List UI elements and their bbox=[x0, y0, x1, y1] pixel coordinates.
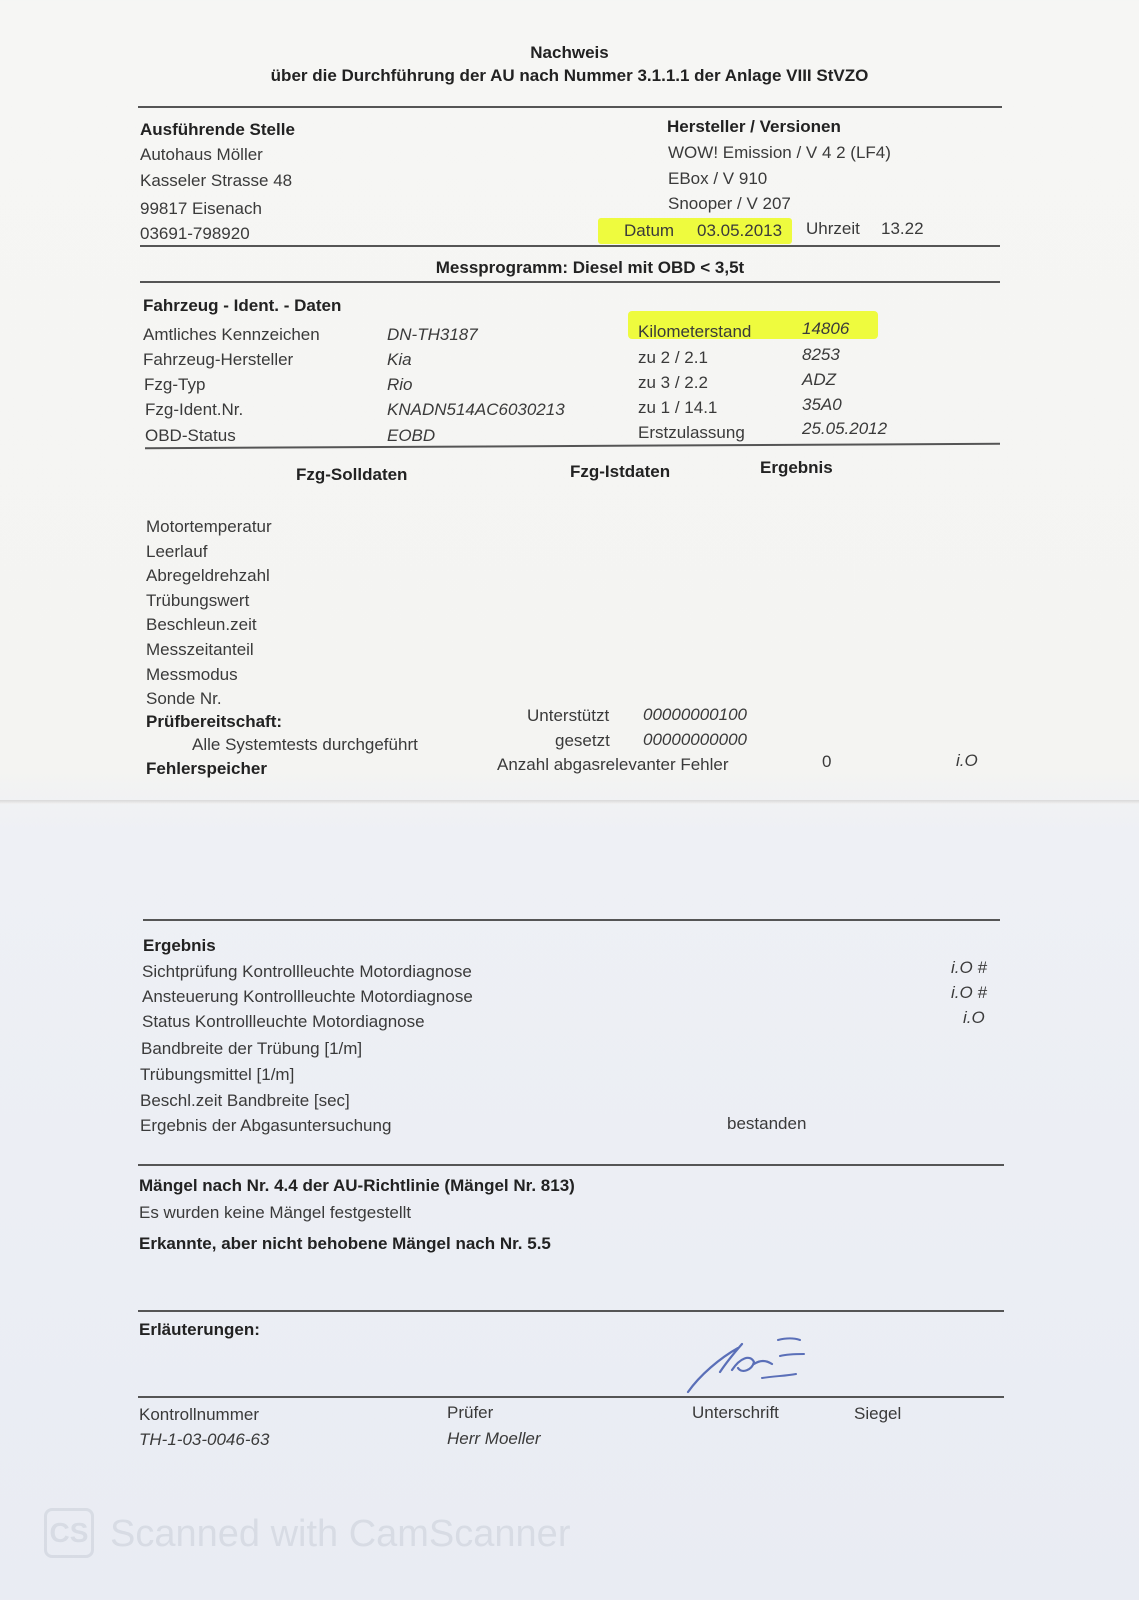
ergebnis-row-label: Trübungsmittel [1/m] bbox=[140, 1065, 295, 1084]
ergebnis-row-label: Beschl.zeit Bandbreite [sec] bbox=[140, 1091, 350, 1110]
col-solldaten: Fzg-Solldaten bbox=[296, 465, 408, 484]
maengel-heading: Mängel nach Nr. 4.4 der AU-Richtlinie (Mängel Nr. 813) bbox=[139, 1176, 575, 1195]
field-label: Kilometerstand bbox=[638, 322, 752, 341]
messwert-label: Motortemperatur bbox=[146, 517, 272, 536]
datum-value: 03.05.2013 bbox=[697, 221, 783, 240]
divider bbox=[138, 1310, 1004, 1312]
col-ergebnis: Ergebnis bbox=[760, 458, 833, 477]
ident-nr-value: KNADN514AC6030213 bbox=[387, 400, 565, 419]
field-value: 8253 bbox=[802, 345, 840, 364]
fehlerspeicher-heading: Fehlerspeicher bbox=[146, 759, 267, 778]
divider bbox=[140, 245, 1000, 247]
field-label: zu 2 / 2.1 bbox=[638, 348, 708, 367]
phone-number: 03691-798920 bbox=[140, 224, 250, 243]
divider bbox=[140, 281, 1000, 283]
pruefer-value: Herr Moeller bbox=[447, 1429, 541, 1448]
anzahl-fehler-value: 0 bbox=[822, 752, 832, 771]
ergebnis-row-result: i.O bbox=[963, 1008, 985, 1027]
anzahl-fehler-label: Anzahl abgasrelevanter Fehler bbox=[497, 755, 729, 774]
unterstuetzt-value: 00000000100 bbox=[643, 705, 748, 724]
doc-subtitle: über die Durchführung der AU nach Nummer 3.1.1.1 der Anlage VIII StVZO bbox=[270, 66, 869, 85]
kennzeichen-value: DN-TH3187 bbox=[387, 325, 478, 344]
ergebnis-heading: Ergebnis bbox=[143, 936, 216, 955]
version-line: EBox / V 910 bbox=[668, 169, 768, 188]
divider bbox=[138, 1164, 1004, 1166]
field-label: OBD-Status bbox=[145, 426, 236, 445]
signature bbox=[680, 1330, 820, 1400]
uhrzeit-label: Uhrzeit bbox=[806, 219, 860, 238]
ergebnis-row-label: Status Kontrollleuchte Motordiagnose bbox=[142, 1012, 425, 1031]
field-label: zu 1 / 14.1 bbox=[638, 398, 718, 417]
address-line: Autohaus Möller bbox=[140, 145, 263, 164]
watermark-text: Scanned with CamScanner bbox=[110, 1513, 571, 1555]
field-label: zu 3 / 2.2 bbox=[638, 373, 708, 392]
version-line: Snooper / V 207 bbox=[668, 194, 791, 213]
messwert-label: Messzeitanteil bbox=[146, 640, 254, 659]
divider bbox=[145, 443, 1000, 449]
unterschrift-label: Unterschrift bbox=[692, 1403, 779, 1422]
hersteller-value: Kia bbox=[387, 350, 412, 369]
fehlerspeicher-result: i.O bbox=[956, 751, 978, 770]
divider bbox=[143, 919, 1000, 921]
kontrollnummer-value: TH-1-03-0046-63 bbox=[139, 1430, 270, 1449]
ergebnis-row-label: Sichtprüfung Kontrollleuchte Motordiagnose bbox=[142, 962, 472, 981]
field-label: Fahrzeug-Hersteller bbox=[143, 350, 294, 369]
typ-value: Rio bbox=[387, 375, 413, 394]
messwert-label: Messmodus bbox=[146, 665, 238, 684]
field-value: ADZ bbox=[802, 370, 836, 389]
unterstuetzt-label: Unterstützt bbox=[527, 706, 610, 725]
maengel-text: Es wurden keine Mängel festgestellt bbox=[139, 1203, 412, 1222]
datum-label: Datum bbox=[624, 221, 675, 240]
uhrzeit-value: 13.22 bbox=[881, 219, 924, 238]
siegel-label: Siegel bbox=[854, 1404, 902, 1423]
paper-fold bbox=[0, 800, 1139, 804]
gesetzt-value: 00000000000 bbox=[643, 730, 748, 749]
doc-title: Nachweis bbox=[530, 43, 609, 62]
abgasuntersuchung-result: bestanden bbox=[727, 1114, 807, 1133]
address-line: Kasseler Strasse 48 bbox=[140, 171, 293, 190]
pruefbereitschaft-heading: Prüfbereitschaft: bbox=[146, 712, 283, 731]
field-label: Erstzulassung bbox=[638, 423, 745, 442]
ergebnis-row-label: Ergebnis der Abgasuntersuchung bbox=[140, 1116, 392, 1135]
address-line: 99817 Eisenach bbox=[140, 199, 262, 218]
messprogramm: Messprogramm: Diesel mit OBD < 3,5t bbox=[435, 258, 745, 277]
hersteller-heading: Hersteller / Versionen bbox=[667, 117, 841, 136]
ausfuehrende-stelle-heading: Ausführende Stelle bbox=[140, 120, 295, 139]
fahrzeug-heading: Fahrzeug - Ident. - Daten bbox=[143, 296, 342, 315]
messwert-label: Trübungswert bbox=[146, 591, 250, 610]
messwert-label: Abregeldrehzahl bbox=[146, 566, 270, 585]
ergebnis-row-result: i.O # bbox=[951, 958, 987, 977]
ergebnis-row-label: Ansteuerung Kontrollleuchte Motordiagnose bbox=[142, 987, 473, 1006]
ergebnis-row-result: i.O # bbox=[951, 983, 987, 1002]
pruefer-label: Prüfer bbox=[447, 1403, 494, 1422]
scanner-watermark bbox=[44, 1508, 604, 1564]
field-value: 35A0 bbox=[802, 395, 842, 414]
camscanner-logo-icon: CS bbox=[44, 1508, 94, 1558]
obd-status-value: EOBD bbox=[387, 426, 436, 445]
field-label: Amtliches Kennzeichen bbox=[143, 325, 320, 344]
kontrollnummer-label: Kontrollnummer bbox=[139, 1405, 259, 1424]
messwert-label: Leerlauf bbox=[146, 542, 208, 561]
ergebnis-row-label: Bandbreite der Trübung [1/m] bbox=[141, 1039, 363, 1058]
messwert-label: Beschleun.zeit bbox=[146, 615, 257, 634]
divider bbox=[138, 106, 1002, 108]
version-line: WOW! Emission / V 4 2 (LF4) bbox=[668, 143, 891, 162]
erkannte-maengel-heading: Erkannte, aber nicht behobene Mängel nach Nr. 5.5 bbox=[139, 1234, 551, 1253]
divider bbox=[138, 1396, 1004, 1398]
field-label: Fzg-Ident.Nr. bbox=[145, 400, 244, 419]
gesetzt-label: gesetzt bbox=[555, 731, 610, 750]
erstzulassung-value: 25.05.2012 bbox=[802, 419, 888, 438]
messwert-label: Sonde Nr. bbox=[146, 689, 222, 708]
kilometerstand-value: 14806 bbox=[802, 319, 850, 338]
pruefbereitschaft-sub: Alle Systemtests durchgeführt bbox=[192, 735, 418, 754]
field-label: Fzg-Typ bbox=[144, 375, 206, 394]
col-istdaten: Fzg-Istdaten bbox=[570, 462, 671, 481]
erlaeuterungen-heading: Erläuterungen: bbox=[139, 1320, 260, 1339]
